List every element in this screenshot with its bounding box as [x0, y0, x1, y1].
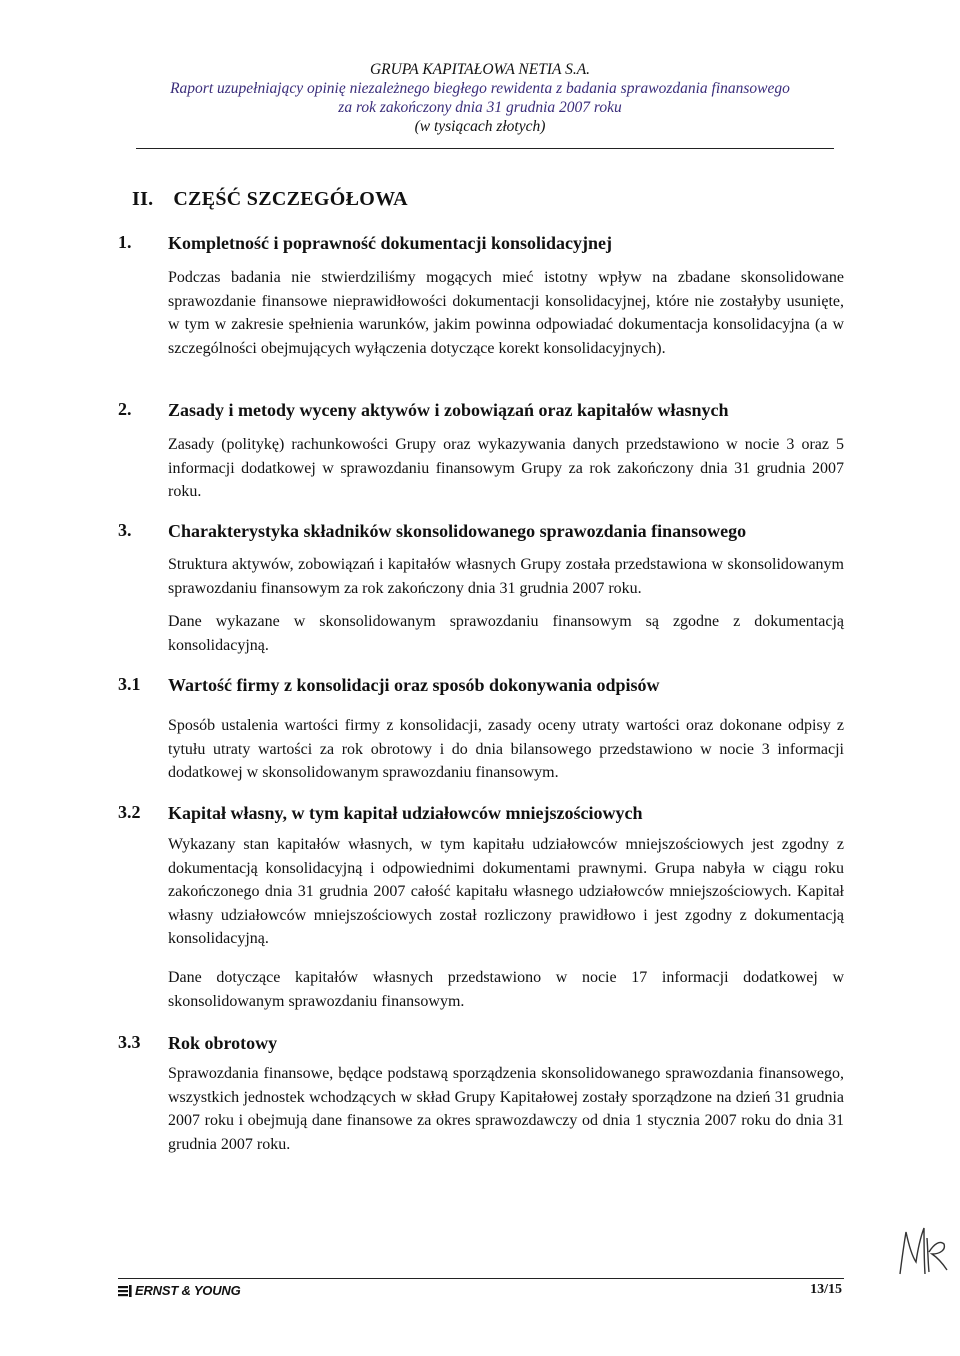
- section-number: 2.: [118, 399, 132, 419]
- paragraph: Podczas badania nie stwierdziliśmy mogących mieć istotny wpływ na zbadane skonsolidowane sprawozdanie finansowe nieprawidłowości dokumentacji konsolidacyjnej, które nie zostałyby usunięte, w tym w zakresie spełnienia warunków, jakim powinna odpowiadać dokumentacja konsolidacyjna (a w szczególności obejmujących wyłączenia dotyczące korekt konsolidacyjnych).: [168, 269, 844, 357]
- header-currency-note: (w tysiącach złotych): [414, 118, 546, 135]
- footer-logo-text: ERNST & YOUNG: [135, 1283, 241, 1298]
- section-heading: [118, 674, 848, 696]
- paragraph: Sprawozdania finansowe, będące podstawą sporządzenia skonsolidowanego sprawozdania finansowego, wszystkich jednostek wchodzących w skład Grupy Kapitałowej zostały sporządzone na dzień 31 grudnia 2007 roku i obejmują dane finansowe za okres sprawozdawczy od dnia 1 stycznia 2007 roku do dnia 31 grudnia 2007 roku.: [168, 1065, 844, 1153]
- section-title: Charakterystyka składników skonsolidowanego sprawozdania finansowego: [168, 521, 747, 541]
- section-title: Kapitał własny, w tym kapitał udziałowców mniejszościowych: [168, 803, 643, 823]
- header-divider: [136, 148, 834, 149]
- section-number: 3.1: [118, 674, 141, 694]
- paragraph: Zasady (politykę) rachunkowości Grupy oraz wykazywania danych przedstawiono w nocie 3 oraz 5 informacji dodatkowej w sprawozdaniu finansowym Grupy za rok zakończony dnia 31 grudnia 2007 roku.: [168, 436, 844, 500]
- section-heading: [118, 399, 848, 421]
- section-number: 3.: [118, 520, 132, 540]
- section-heading: [118, 520, 848, 542]
- paragraph: Dane wykazane w skonsolidowanym sprawozdaniu finansowym są zgodne z dokumentacją konsolidacyjną.: [168, 613, 844, 654]
- section-heading: [118, 1032, 848, 1054]
- section-heading: [118, 802, 848, 824]
- section-title: Zasady i metody wyceny aktywów i zobowiązań oraz kapitałów własnych: [168, 400, 729, 420]
- paragraph: Wykazany stan kapitałów własnych, w tym kapitału udziałowców mniejszościowych jest zgodny z dokumentacją konsolidacyjną i odpowiednimi dokumentami prawnymi. Grupa nabyła w ciągu roku zakończonego dnia 31 grudnia 2007 całość kapitału własnego udziałowców mniejszościowych. Kapitał własny udziałowców mniejszościowych został rozliczony prawidłowo i jest zgodny z dokumentacją konsolidacyjną.: [168, 836, 844, 947]
- part-heading: [132, 188, 408, 211]
- ernst-young-logo-icon: [118, 1285, 132, 1297]
- signature-initials: [894, 1218, 950, 1282]
- page-number: 13/15: [810, 1282, 842, 1297]
- footer-logo: [118, 1283, 241, 1298]
- section-number: 3.3: [118, 1032, 141, 1052]
- header-company: GRUPA KAPITAŁOWA NETIA S.A.: [369, 61, 591, 78]
- paragraph: Dane dotyczące kapitałów własnych przedstawiono w nocie 17 informacji dodatkowej w skonsolidowanym sprawozdaniu finansowym.: [168, 969, 844, 1010]
- footer-divider: [118, 1278, 844, 1279]
- section-title: Rok obrotowy: [168, 1033, 278, 1053]
- part-number: II.: [132, 188, 154, 210]
- section-title: Kompletność i poprawność dokumentacji konsolidacyjnej: [168, 233, 613, 253]
- part-title: CZĘŚĆ SZCZEGÓŁOWA: [173, 188, 408, 210]
- section-title: Wartość firmy z konsolidacji oraz sposób dokonywania odpisów: [168, 675, 660, 695]
- paragraph: Struktura aktywów, zobowiązań i kapitałów własnych Grupy została przedstawiona w skonsolidowanym sprawozdaniu finansowym za rok zakończony dnia 31 grudnia 2007 roku.: [168, 556, 844, 597]
- section-heading: [118, 232, 848, 254]
- section-number: 3.2: [118, 802, 141, 822]
- paragraph: Sposób ustalenia wartości firmy z konsolidacji, zasady oceny utraty wartości oraz dokonane odpisy z tytułu utraty wartości za rok obrotowy i do dnia bilansowego przedstawiono w nocie 3 informacji dodatkowej w skonsolidowanym sprawozdaniu finansowym.: [168, 717, 844, 781]
- header-report-title: Raport uzupełniający opinię niezależnego biegłego rewidenta z badania sprawozdania finansowego: [170, 80, 790, 97]
- section-number: 1.: [118, 232, 132, 252]
- page-header: [0, 60, 960, 136]
- header-period: za rok zakończony dnia 31 grudnia 2007 roku: [338, 99, 622, 116]
